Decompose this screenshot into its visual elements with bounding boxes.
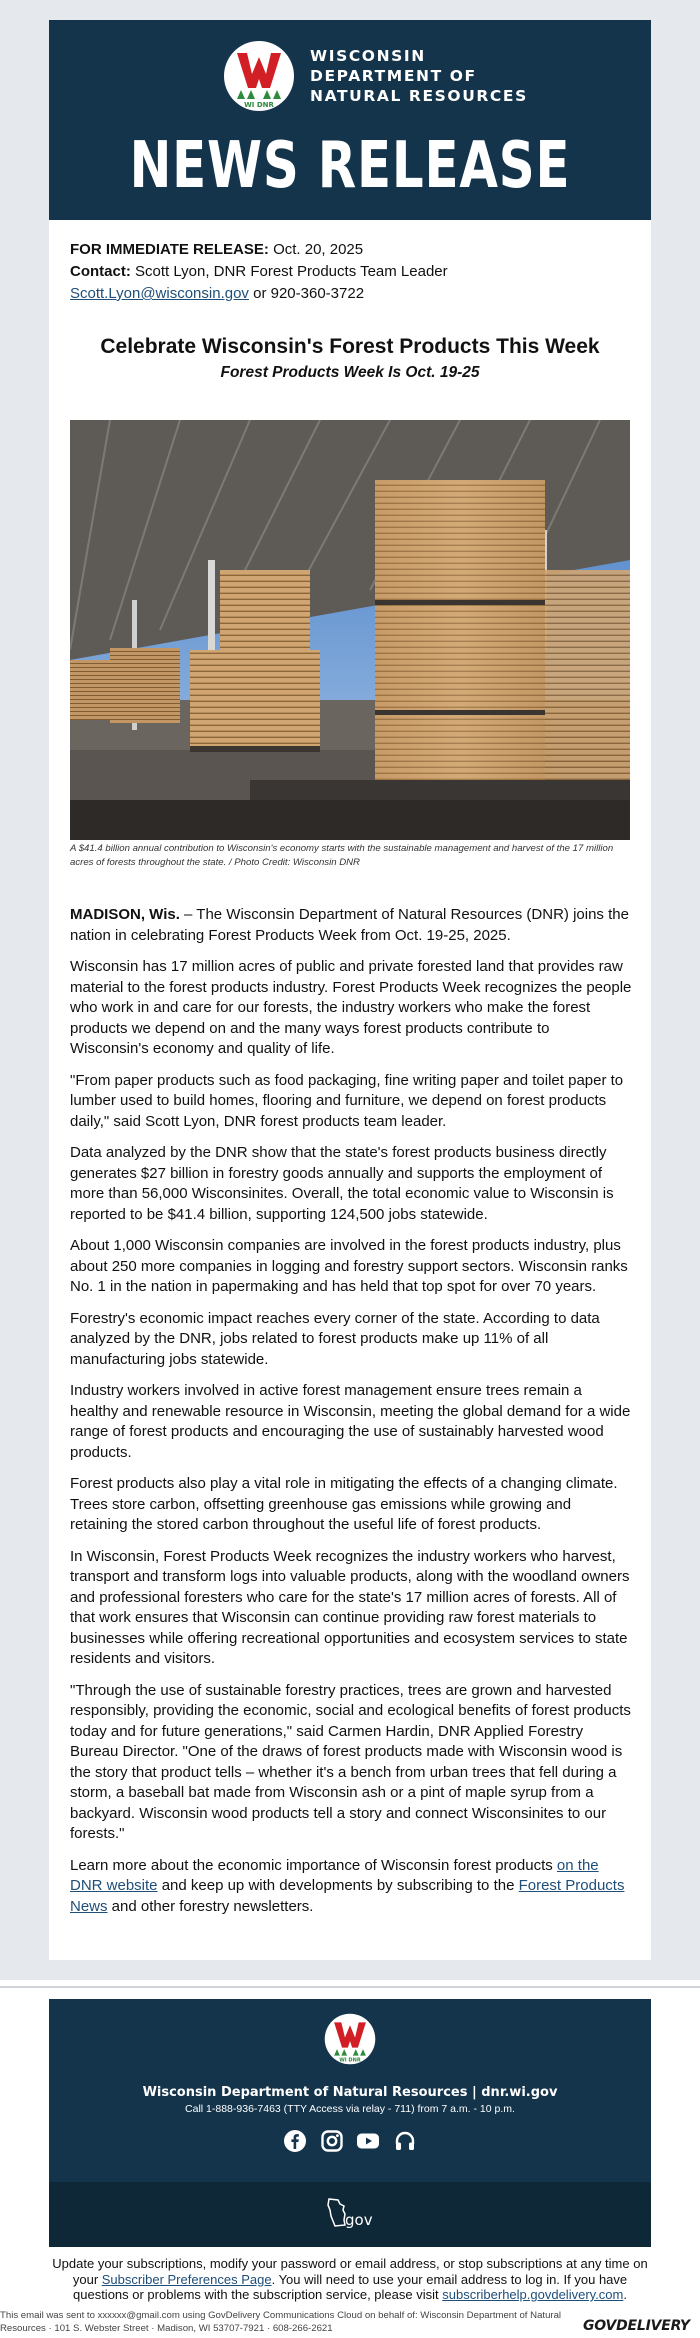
- contact-email-link[interactable]: Scott.Lyon@wisconsin.gov: [70, 285, 249, 302]
- notice-text: .: [623, 2287, 627, 2302]
- contact-phone: 920-360-3722: [270, 285, 365, 302]
- paragraph: Data analyzed by the DNR show that the state's forest products business directly generates $27 billion in forestry goods annually and supports the employment of more than 56,000 Wisconsinites. Overall, the total economic value to Wisconsin is reported to be $41.4 billion, supporting 124,500 jobs statewide.: [70, 1144, 614, 1223]
- photo-caption: A $41.4 billion annual contribution to Wisconsin's economy starts with the sustainable management and harvest of the 17 million acres of forests throughout the state. / Photo Credit: Wisconsin DNR: [70, 843, 614, 868]
- release-meta: [70, 239, 448, 305]
- notice-text: Update your subscriptions, modify your password or email address, or stop subscriptions at any time on your: [52, 2256, 648, 2287]
- instagram-icon[interactable]: [320, 2129, 344, 2153]
- social-links: [49, 2129, 651, 2153]
- subscriber-preferences-link[interactable]: Subscriber Preferences Page: [101, 2271, 272, 2287]
- govdelivery-logo[interactable]: GOVDELIVERY: [583, 2318, 690, 2334]
- dnr-website-link[interactable]: on the DNR website: [70, 1856, 599, 1894]
- org-name: [310, 46, 528, 106]
- headline: Celebrate Wisconsin's Forest Products This Week: [100, 335, 600, 358]
- header-banner: [49, 20, 651, 220]
- paragraph: Forestry's economic impact reaches every corner of the state. According to data analyzed by the DNR, jobs related to forest products make up 11% of all manufacturing jobs statewide.: [70, 1309, 600, 1368]
- contact-or: or: [253, 285, 267, 302]
- dnr-logo-icon: [324, 2013, 376, 2065]
- paragraph: Forest products also play a vital role in mitigating the effects of a changing climate. Trees store carbon, offsetting greenhouse gas emissions while growing and retaining the stored carbon throughout the useful life of forest products.: [70, 1475, 618, 1533]
- subheadline: Forest Products Week Is Oct. 19-25: [220, 364, 480, 381]
- wisconsin-gov-strip: [49, 2182, 651, 2247]
- org-line: DEPARTMENT OF: [310, 67, 477, 85]
- paragraph: "From paper products such as food packaging, fine writing paper and toilet paper to lumber used to build homes, flooring and furniture, we depend on forest products daily," said Scott Lyon, DNR forest products team leader.: [70, 1071, 624, 1130]
- gov-text: gov: [345, 2211, 373, 2229]
- release-label: FOR IMMEDIATE RELEASE:: [70, 241, 269, 258]
- footer-phone: Call 1-888-936-7463 (TTY Access via relay - 711) from 7 a.m. - 10 p.m.: [185, 2103, 515, 2115]
- contact-label: Contact:: [70, 263, 131, 280]
- logo-text: WI DNR: [244, 101, 274, 109]
- footer-banner: [49, 1999, 651, 2247]
- notice-text: . You will need to use your email address to log in. If you have questions or problems with the subscription service, please visit: [73, 2271, 628, 2302]
- forest-products-news-link[interactable]: Forest Products News: [70, 1877, 625, 1915]
- paragraph: In Wisconsin, Forest Products Week recognizes the industry workers who harvest, transport and transform logs into valuable products, along with the woodland owners and professional foresters who care for the state's 17 million acres of forests. All of that work ensures that Wisconsin can continue providing raw forest materials to businesses while offering recreational opportunities and ecosystem services to state residents and visitors.: [70, 1547, 630, 1667]
- news-release-card: [49, 20, 651, 1960]
- contact-info-line: [70, 283, 448, 305]
- contact-name: Scott Lyon, DNR Forest Products Team Leader: [135, 263, 448, 280]
- paragraph: Industry workers involved in active forest management ensure trees remain a healthy and renewable resource in Wisconsin, meeting the global demand for a wide range of forest products and encouraging the use of sustainably harvested wood products.: [70, 1382, 631, 1461]
- dnr-logo-icon: [223, 40, 295, 112]
- paragraph: About 1,000 Wisconsin companies are involved in the forest products industry, plus about 250 more companies in logging and forestry support sectors. Wisconsin ranks No. 1 in the nation in papermaking and has held that top spot for over 70 years.: [70, 1237, 628, 1295]
- lumber-yard-photo: [70, 420, 630, 840]
- email-footer-note: This email was sent to xxxxxx@gmail.com using GovDelivery Communications Cloud on behalf of: Wisconsin Department of Natural Resources · 101 S. Webster Street · Madison, WI 53707-7921 · 608-266-2621: [0, 2310, 562, 2334]
- paragraph: [70, 905, 632, 946]
- divider: [0, 1986, 700, 1988]
- release-line: [70, 239, 448, 261]
- paragraph-text: and other forestry newsletters.: [107, 1897, 314, 1915]
- paragraph: "Through the use of sustainable forestry practices, trees are grown and harvested responsibly, providing the economic, social and ecological benefits of forest products today and for future generations," said Carmen Hardin, DNR Applied Forestry Bureau Director. "One of the draws of forest products made with Wisconsin wood is the story that product tells – whether it's a bench from urban trees that fell during a storm, a baseball bat made from Wisconsin ash or a pint of maple syrup from a backyard. Wisconsin wood products tell a story and connect Wisconsinites to our forests.": [70, 1681, 631, 1842]
- footer-org: Wisconsin Department of Natural Resources | dnr.wi.gov: [142, 2085, 558, 2100]
- dateline: MADISON, Wis.: [70, 906, 180, 923]
- paragraph-text: Learn more about the economic importance of Wisconsin forest products: [70, 1856, 557, 1874]
- org-line: NATURAL RESOURCES: [310, 87, 528, 105]
- paragraph-text: and keep up with developments by subscribing to the: [157, 1877, 519, 1894]
- wisconsin-gov-logo[interactable]: [325, 2196, 377, 2230]
- news-release-title: NEWS RELEASE: [129, 129, 571, 203]
- footer-logo-text: WI DNR: [339, 2057, 361, 2064]
- contact-line: [70, 261, 448, 283]
- subscriber-help-link[interactable]: subscriberhelp.govdelivery.com: [442, 2287, 624, 2302]
- facebook-icon[interactable]: [283, 2129, 307, 2153]
- subscription-notice: [49, 2256, 651, 2303]
- paragraph-text: – The Wisconsin Department of Natural Resources (DNR) joins the nation in celebrating Forest Products Week from Oct. 19-25, 2025.: [70, 906, 629, 944]
- article-body: [70, 905, 632, 1928]
- youtube-icon[interactable]: [356, 2129, 380, 2153]
- release-date: Oct. 20, 2025: [273, 241, 364, 258]
- org-line: WISCONSIN: [310, 47, 426, 65]
- podcast-icon[interactable]: [393, 2129, 417, 2153]
- paragraph: Wisconsin has 17 million acres of public and private forested land that provides raw material to the forest products industry. Forest Products Week recognizes the people who work in and care for our forests, the industry workers who make the forest products we depend on and the many ways forest products contribute to Wisconsin's economy and quality of life.: [70, 958, 632, 1057]
- paragraph: [70, 1856, 632, 1918]
